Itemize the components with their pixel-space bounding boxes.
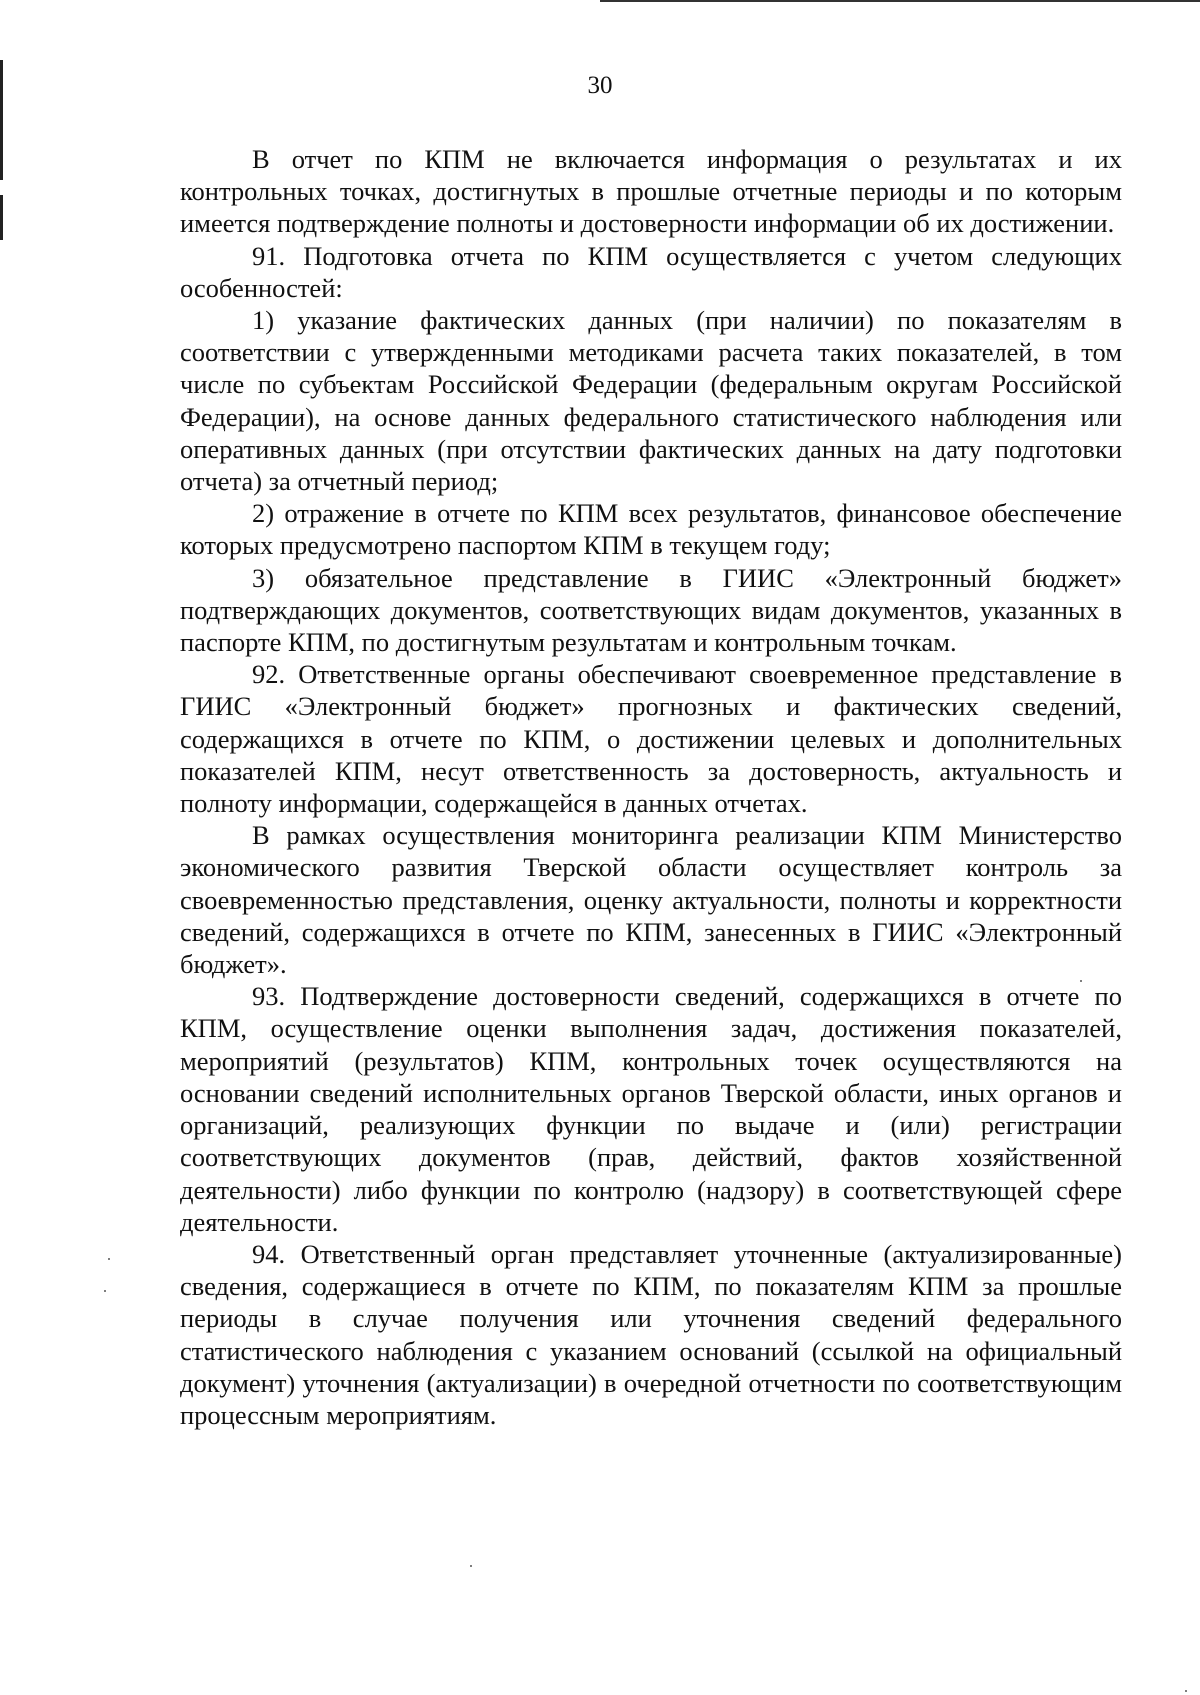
scan-left-edge-mark [0, 195, 3, 240]
scan-speck [1185, 1690, 1187, 1692]
paragraph-91-item-1: 1) указание фактических данных (при наличии) по показателям в соответствии с утвержденными методиками расчета таких показателей, в том числе по субъектам Российской Федерации (федеральным округам Российской Федерации), на основе данных федерального статистического наблюдения или оперативных данных (при отсутствии фактических данных на дату подготовки отчета) за отчетный период; [180, 305, 1122, 497]
scan-speck [470, 1565, 472, 1567]
paragraph-kpm-report-exclusion: В отчет по КПМ не включается информация о результатах и их контрольных точках, достигнутых в прошлые отчетные периоды и по которым имеется подтверждение полноты и достоверности информации об их достижении. [180, 144, 1122, 239]
paragraph-92: 92. Ответственные органы обеспечивают своевременное представление в ГИИС «Электронный бюджет» прогнозных и фактических сведений, содержащихся в отчете по КПМ, о достижении целевых и дополнительных показателей КПМ, несут ответственность за достоверность, актуальность и полноту информации, содержащейся в данных отчетах. [180, 659, 1122, 819]
document-body [180, 143, 1122, 1431]
paragraph-94: 94. Ответственный орган представляет уточненные (актуализированные) сведения, содержащиеся в отчете по КПМ, по показателям КПМ за прошлые периоды в случае получения или уточнения сведений федерального статистического наблюдения с указанием оснований (ссылкой на официальный документ) уточнения (актуализации) в очередной отчетности по соответствующим процессным мероприятиям. [180, 1238, 1122, 1430]
scan-top-edge [600, 0, 1200, 2]
paragraph-93: 93. Подтверждение достоверности сведений, содержащихся в отчете по КПМ, осуществление оценки выполнения задач, достижения показателей, мероприятий (результатов) КПМ, контрольных точек осуществляются на основании сведений исполнительных органов Тверской области, иных органов и организаций, реализующих функции по выдаче и (или) регистрации соответствующих документов (прав, действий, фактов хозяйственной деятельности) либо функции по контролю (надзору) в соответствующей сфере деятельности. [180, 981, 1122, 1237]
page-number: 30 [587, 72, 613, 99]
paragraph-91-item-3: 3) обязательное представление в ГИИС «Электронный бюджет» подтверждающих документов, соответствующих видам документов, указанных в паспорте КПМ, по достигнутым результатам и контрольным точкам. [180, 562, 1122, 658]
paragraph-91-item-2: 2) отражение в отчете по КПМ всех результатов, финансовое обеспечение которых предусмотрено паспортом КПМ в текущем году; [180, 498, 1122, 561]
paragraph-92-monitoring: В рамках осуществления мониторинга реализации КПМ Министерство экономического развития Тверской области осуществляет контроль за своевременностью представления, оценку актуальности, полноты и корректности сведений, содержащихся в отчете по КПМ, занесенных в ГИИС «Электронный бюджет». [180, 820, 1122, 980]
scan-speck [108, 1258, 110, 1260]
scan-speck [104, 1290, 106, 1292]
paragraph-91: 91. Подготовка отчета по КПМ осуществляется с учетом следующих особенностей: [180, 240, 1122, 303]
